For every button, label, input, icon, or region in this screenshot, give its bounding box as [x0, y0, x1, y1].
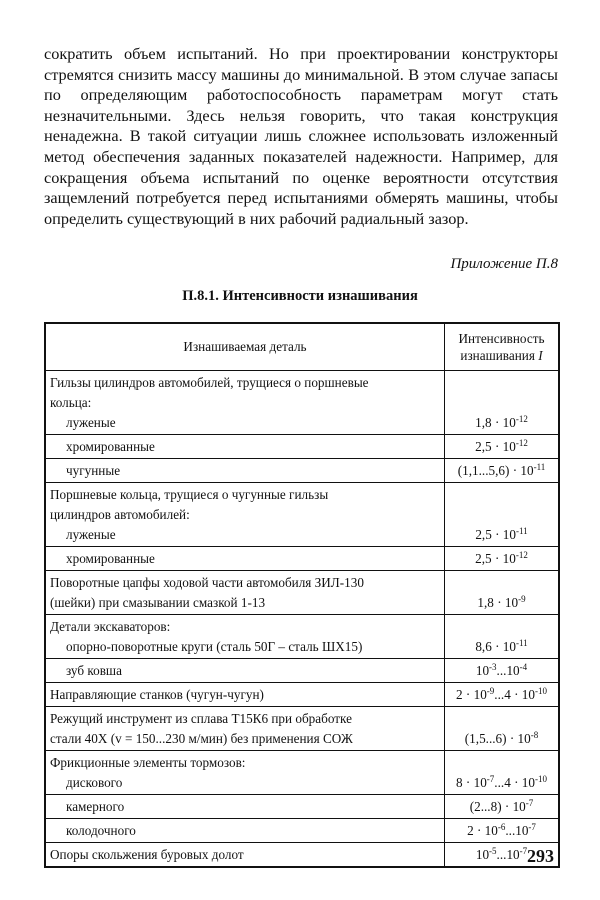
table-row: [45, 707, 559, 751]
wear-intensity-table: [44, 322, 560, 868]
table-row: [45, 683, 559, 707]
group-title: Режущий инструмент из сплава Т15К6 при обработке: [50, 711, 352, 726]
part-cell: [45, 615, 445, 659]
part-cell: [45, 435, 445, 459]
group-title: стали 40Х (v = 150...230 м/мин) без применения СОЖ: [50, 731, 353, 746]
intensity-a-exponent: -6: [497, 822, 506, 832]
page-number: 293: [527, 846, 554, 866]
group-title: Поршневые кольца, трущиеся о чугунные гильзы: [50, 487, 329, 502]
intensity-mantissa: 2,5 · 10: [475, 527, 516, 542]
group-title: цилиндров автомобилей:: [50, 507, 190, 522]
group-title: кольца:: [50, 395, 92, 410]
row-label: колодочного: [66, 823, 136, 838]
intensity-cell: [445, 483, 560, 547]
table-row: [45, 659, 559, 683]
intensity-a: 2 · 10: [456, 687, 487, 702]
intensity-range-sep: ...10: [505, 823, 529, 838]
table-row: [45, 751, 559, 795]
row-label: дискового: [66, 775, 123, 790]
table-row: [45, 571, 559, 615]
part-cell: [45, 707, 445, 751]
intensity-cell: [445, 435, 560, 459]
group-title: (шейки) при смазывании смазкой 1-13: [50, 595, 266, 610]
part-cell: [45, 547, 445, 571]
part-cell: [45, 483, 445, 547]
intensity-mantissa: (2...8) · 10: [469, 799, 526, 814]
intensity-cell: [445, 751, 560, 795]
group-title: Детали экскаваторов:: [50, 619, 171, 634]
row-label: луженые: [66, 527, 116, 542]
intensity-a: 8 · 10: [456, 775, 487, 790]
intensity-cell: [445, 795, 560, 819]
header-intensity-line1: Интенсивность: [458, 331, 545, 346]
intensity-mantissa: 2,5 · 10: [475, 551, 516, 566]
intensity-exponent: -12: [515, 550, 528, 560]
intensity-exponent: -8: [530, 730, 539, 740]
intensity-b-exponent: -10: [534, 774, 547, 784]
part-cell: [45, 683, 445, 707]
table-row: [45, 547, 559, 571]
intensity-cell: [445, 659, 560, 683]
intensity-cell: [445, 819, 560, 843]
row-label: опорно-поворотные круги (сталь 50Г – сталь ШХ15): [66, 639, 363, 654]
intensity-exponent: -7: [525, 798, 534, 808]
group-title: Опоры скольжения буровых долот: [50, 847, 244, 862]
intensity-cell: [445, 371, 560, 435]
table-row: [45, 615, 559, 659]
row-label: хромированные: [66, 551, 155, 566]
group-title: Фрикционные элементы тормозов:: [50, 755, 246, 770]
header-intensity-word: изнашивания: [460, 348, 535, 363]
intensity-b-exponent: -10: [534, 686, 547, 696]
part-cell: [45, 459, 445, 483]
row-label: камерного: [66, 799, 125, 814]
table-row: [45, 459, 559, 483]
intensity-cell: [445, 683, 560, 707]
intensity-exponent: -12: [515, 414, 528, 424]
intensity-mantissa: 8,6 · 10: [475, 639, 516, 654]
table-title: П.8.1. Интенсивности изнашивания: [182, 288, 418, 304]
row-label: зуб ковша: [66, 663, 122, 678]
table-header-row: [45, 323, 559, 371]
intensity-cell: [445, 707, 560, 751]
intensity-range-sep: ...4 · 10: [494, 775, 535, 790]
part-cell: [45, 571, 445, 615]
body-paragraph: сократить объем испытаний. Но при проектировании конструкторы стремятся снизить массу машины до минимальной. В этом случае запасы по определяющим работоспособность параметрам могут стать незначительными. Здесь нельзя говорить, что такая конструкция ненадежна. В такой ситуации лишь сложнее использовать изложенный метод обеспечения заданных показателей надежности. Например, для сокращения объема испытаний по оценке вероятности отсутствия защемлений потребуется перед испытаниями обмерять машины, чтобы определить существующий в них рабочий радиальный зазор.: [44, 44, 558, 228]
part-cell: [45, 795, 445, 819]
part-cell: [45, 843, 445, 868]
intensity-range-sep: ...4 · 10: [494, 687, 535, 702]
intensity-mantissa: 1,8 · 10: [477, 595, 519, 610]
table-row: [45, 435, 559, 459]
header-intensity: [445, 323, 560, 371]
row-label: чугунные: [66, 463, 121, 478]
header-part: Изнашиваемая деталь: [45, 323, 445, 371]
intensity-a: 2 · 10: [467, 823, 498, 838]
intensity-b-exponent: -7: [519, 846, 528, 856]
intensity-b-exponent: -4: [519, 662, 528, 672]
intensity-cell: [445, 615, 560, 659]
intensity-cell: [445, 571, 560, 615]
group-title: Гильзы цилиндров автомобилей, трущиеся о поршневые: [50, 375, 369, 390]
part-cell: [45, 371, 445, 435]
row-label: луженые: [66, 415, 116, 430]
intensity-a-exponent: -9: [486, 686, 495, 696]
header-intensity-line2: [447, 347, 556, 364]
group-title: Поворотные цапфы ходовой части автомобиля ЗИЛ-130: [50, 575, 364, 590]
intensity-cell: [445, 459, 560, 483]
row-label: хромированные: [66, 439, 155, 454]
intensity-b-exponent: -7: [528, 822, 536, 832]
table-row: [45, 483, 559, 547]
intensity-mantissa: 2,5 · 10: [475, 439, 516, 454]
intensity-exponent: -11: [516, 638, 528, 648]
table-row: [45, 819, 559, 843]
intensity-cell: [445, 547, 560, 571]
part-cell: [45, 659, 445, 683]
header-symbol: I: [538, 348, 543, 363]
intensity-mantissa: 1,8 · 10: [475, 415, 516, 430]
part-cell: [45, 751, 445, 795]
intensity-a: 10: [475, 847, 490, 862]
intensity-range-sep: ...10: [496, 663, 520, 678]
intensity-exponent: -11: [533, 462, 546, 472]
appendix-label: Приложение П.8: [450, 256, 558, 272]
intensity-a-exponent: -7: [486, 774, 495, 784]
intensity-a-exponent: -3: [489, 662, 497, 672]
part-cell: [45, 819, 445, 843]
intensity-exponent: -12: [515, 438, 528, 448]
group-title: Направляющие станков (чугун-чугун): [50, 687, 264, 702]
intensity-exponent: -9: [518, 594, 526, 604]
intensity-exponent: -11: [516, 526, 528, 536]
table-row: [45, 795, 559, 819]
intensity-a: 10: [475, 663, 490, 678]
intensity-mantissa: (1,5...6) · 10: [464, 731, 531, 746]
intensity-mantissa: (1,1...5,6) · 10: [457, 463, 534, 478]
intensity-range-sep: ...10: [496, 847, 520, 862]
intensity-a-exponent: -5: [489, 846, 497, 856]
table-row: [45, 371, 559, 435]
table-row: [45, 843, 559, 868]
